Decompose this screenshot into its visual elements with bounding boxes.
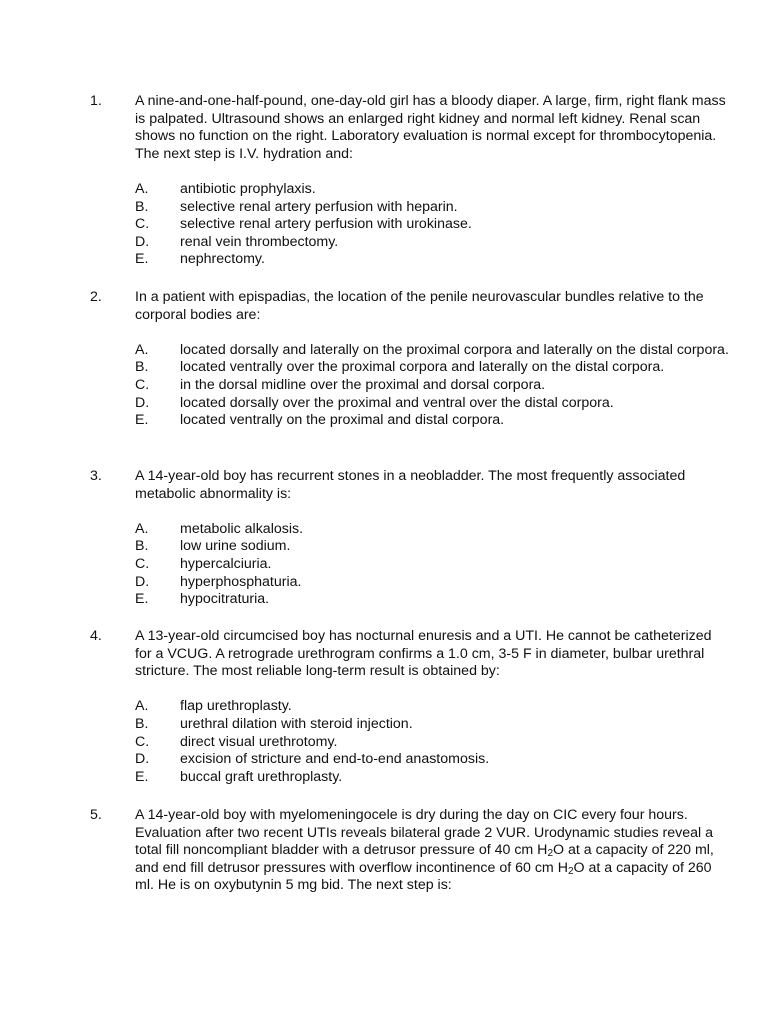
option-text: excision of stricture and end-to-end anastomosis. [180, 751, 490, 768]
answer-option-b [90, 716, 730, 734]
option-letter: C. [135, 733, 150, 750]
answer-option-d [90, 234, 730, 252]
option-letter: A. [135, 698, 149, 715]
option-text: buccal graft urethroplasty. [180, 768, 343, 785]
question-stem: A 13-year-old circumcised boy has nocturnal enuresis and a UTI. He cannot be catheterized for a VCUG. A retrograde urethrogram confirms a 1.0 cm, 3-5 F in diameter, bulbar urethral stricture. The most reliable long-term result is obtained by: [135, 628, 712, 680]
answer-options [90, 342, 730, 430]
answer-option-e [90, 412, 730, 430]
option-letter: D. [135, 573, 150, 590]
subscript-2: 2 [567, 865, 574, 877]
option-letter: C. [135, 376, 150, 393]
option-letter: A. [135, 520, 149, 537]
answer-option-c [90, 377, 730, 395]
option-letter: C. [135, 216, 150, 233]
option-letter: A. [135, 341, 149, 358]
question-stem: In a patient with epispadias, the location of the penile neurovascular bundles relative to the corporal bodies are: [135, 289, 704, 323]
answer-option-e [90, 591, 730, 609]
question-5 [90, 807, 730, 895]
option-text: selective renal artery perfusion with urokinase. [180, 216, 472, 233]
option-text: located ventrally over the proximal corpora and laterally on the distal corpora. [180, 359, 665, 376]
option-letter: C. [135, 555, 150, 572]
option-text: flap urethroplasty. [180, 698, 292, 715]
answer-option-a [90, 698, 730, 716]
option-letter: E. [135, 251, 149, 268]
answer-option-a [90, 342, 730, 360]
option-text: nephrectomy. [180, 251, 265, 268]
stem-text: O at a capacity of 220 ml, and end fill detrusor pressures with overflow incontinence of 60 cm H [135, 842, 714, 876]
option-text: metabolic alkalosis. [180, 520, 304, 537]
question-1 [90, 93, 730, 269]
option-letter: D. [135, 394, 150, 411]
option-letter: D. [135, 751, 150, 768]
answer-options [90, 181, 730, 269]
question-number: 4. [90, 628, 102, 644]
option-text: located dorsally and laterally on the proximal corpora and laterally on the distal corpora. [180, 341, 729, 358]
stem-text: O at a capacity of 260 ml. He is on oxybutynin 5 mg bid. The next step is: [135, 859, 712, 894]
question-number: 2. [90, 289, 102, 305]
option-letter: B. [135, 359, 149, 376]
answer-option-b [90, 538, 730, 556]
answer-option-e [90, 251, 730, 269]
answer-option-e [90, 769, 730, 787]
question-number: 1. [90, 93, 102, 109]
question-stem [135, 807, 729, 895]
option-letter: A. [135, 180, 149, 197]
question-stem: A 14-year-old boy has recurrent stones in a neobladder. The most frequently associated metabolic abnormality is: [135, 468, 686, 502]
option-text: in the dorsal midline over the proximal and dorsal corpora. [180, 376, 546, 393]
question-stem: A nine-and-one-half-pound, one-day-old girl has a bloody diaper. A large, firm, right flank mass is palpated. Ultrasound shows an enlarged right kidney and normal left kidney. Renal scan shows no function on the right. Laboratory evaluation is normal except for thrombocytopenia. The next step is I.V. hydration and: [135, 93, 726, 162]
option-text: renal vein thrombectomy. [180, 233, 339, 250]
answer-option-c [90, 734, 730, 752]
option-text: low urine sodium. [180, 538, 291, 555]
question-number: 3. [90, 468, 102, 484]
option-text: located ventrally on the proximal and distal corpora. [180, 412, 505, 429]
question-3 [90, 468, 730, 609]
subscript-2: 2 [547, 848, 553, 860]
answer-option-a [90, 181, 730, 199]
answer-option-d [90, 574, 730, 592]
answer-option-b [90, 199, 730, 217]
option-letter: B. [135, 715, 149, 732]
answer-option-d [90, 395, 730, 413]
stem-text: A 14-year-old boy with myelomeningocele is dry during the day on CIC every four hours. Evaluation after two recent UTIs reveals bilateral grade 2 VUR. Urodynamic studies reveal a total fill noncompliant bladder with a detrusor pressure of 40 cm H [135, 807, 714, 859]
option-letter: D. [135, 233, 150, 250]
question-number: 5. [90, 807, 102, 823]
option-letter: B. [135, 198, 149, 215]
answer-options [90, 521, 730, 609]
option-letter: B. [135, 538, 149, 555]
option-text: direct visual urethrotomy. [180, 733, 338, 750]
option-letter: E. [135, 412, 149, 429]
option-text: located dorsally over the proximal and ventral over the distal corpora. [180, 394, 614, 411]
option-letter: E. [135, 591, 149, 608]
option-text: selective renal artery perfusion with heparin. [180, 198, 458, 215]
option-letter: E. [135, 768, 149, 785]
option-text: urethral dilation with steroid injection. [180, 715, 413, 732]
option-text: antibiotic prophylaxis. [180, 180, 316, 197]
option-text: hypercalciuria. [180, 555, 272, 572]
question-2 [90, 289, 730, 430]
answer-option-d [90, 751, 730, 769]
answer-option-a [90, 521, 730, 539]
question-4 [90, 628, 730, 786]
option-text: hyperphosphaturia. [180, 573, 302, 590]
answer-option-c [90, 216, 730, 234]
answer-option-c [90, 556, 730, 574]
answer-option-b [90, 359, 730, 377]
option-text: hypocitraturia. [180, 591, 270, 608]
answer-options [90, 698, 730, 786]
